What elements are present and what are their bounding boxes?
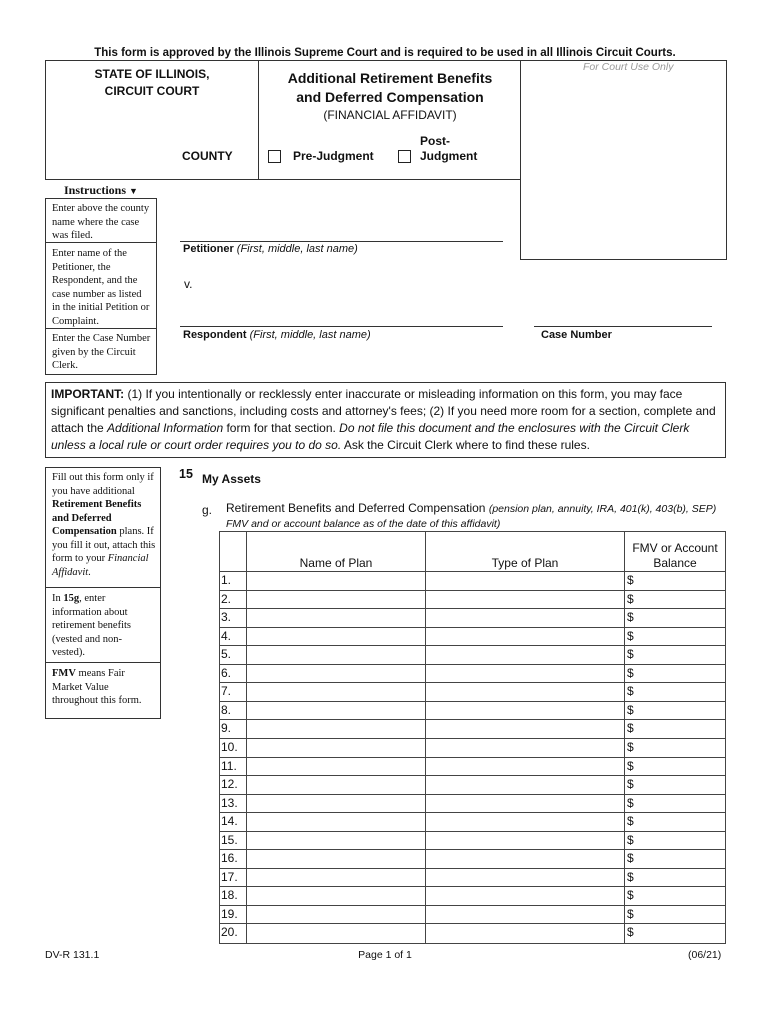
pre-judgment-checkbox[interactable] — [268, 150, 281, 163]
table-row-number: 14. — [221, 814, 238, 829]
approval-notice: This form is approved by the Illinois Supreme Court and is required to be used in all Illinois Circuit Courts. — [94, 47, 676, 59]
side-note-2b: 15g — [63, 593, 80, 604]
table-row-number: 18. — [221, 888, 238, 903]
important-notice — [45, 382, 726, 458]
section-title: My Assets — [202, 472, 261, 486]
instruction-county: Enter above the county name where the case was filed. — [52, 203, 150, 241]
plan-type-cell[interactable] — [427, 832, 623, 849]
plan-name-cell[interactable] — [248, 887, 424, 904]
table-row-number: 6. — [221, 665, 232, 680]
plan-balance-cell[interactable]: $ — [627, 647, 634, 662]
important-text-1: (1) If you intentionally or recklessly enter inaccurate or misleading information on this form, you may face significant penalties and sanctions, including costs and attorney's fees; (2) If you need more room for a section, complete and attach the — [51, 387, 716, 435]
side-notes-divider-2 — [45, 662, 161, 663]
case-number-label: Case Number — [541, 329, 612, 341]
plan-balance-cell[interactable]: $ — [627, 906, 634, 921]
plan-balance-cell[interactable]: $ — [627, 591, 634, 606]
plan-balance-cell[interactable]: $ — [627, 684, 634, 699]
plan-name-cell[interactable] — [248, 924, 424, 941]
plan-name-cell[interactable] — [248, 646, 424, 663]
plan-type-cell[interactable] — [427, 665, 623, 682]
plan-name-cell[interactable] — [248, 776, 424, 793]
side-note-1c: plans. If you fill it out, attach this form to your — [52, 526, 156, 564]
table-row-number: 12. — [221, 777, 238, 792]
side-note-1b: Retirement Benefits and Deferred Compensation — [52, 499, 142, 537]
col-header-name: Name of Plan — [299, 556, 373, 570]
plan-name-cell[interactable] — [248, 758, 424, 775]
important-text-3: form for that section. — [223, 421, 340, 435]
plan-name-cell[interactable] — [248, 795, 424, 812]
table-row-number: 9. — [221, 721, 232, 736]
form-title-line2: and Deferred Compensation — [296, 89, 484, 105]
post-judgment-label-line1: Post- — [420, 134, 450, 148]
side-note-15g — [52, 592, 152, 660]
table-row-number: 17. — [221, 869, 238, 884]
table-row-number: 13. — [221, 795, 238, 810]
petitioner-label: Petitioner — [183, 243, 234, 255]
form-subtitle: (FINANCIAL AFFIDAVIT) — [323, 108, 457, 122]
court-use-only: For Court Use Only — [583, 61, 674, 73]
plan-type-cell[interactable] — [427, 813, 623, 830]
table-row-number: 3. — [221, 610, 232, 625]
court-box-right-rule — [726, 60, 727, 260]
instruction-parties: Enter name of the Petitioner, the Respondent, and the case number as listed in the initial Petition or Complaint. — [52, 248, 150, 327]
plan-balance-cell[interactable]: $ — [627, 573, 634, 587]
county-label: COUNTY — [182, 149, 233, 163]
plan-name-cell[interactable] — [248, 832, 424, 849]
header-bottom-rule — [45, 179, 521, 180]
table-row-number: 16. — [221, 851, 238, 866]
plan-balance-cell[interactable]: $ — [627, 851, 634, 866]
plan-balance-cell[interactable]: $ — [627, 721, 634, 736]
plan-type-cell[interactable] — [427, 869, 623, 886]
table-row-number: 8. — [221, 702, 232, 717]
case-number-line — [534, 326, 712, 327]
court-label: CIRCUIT COURT — [104, 84, 200, 98]
form-id: DV-R 131.1 — [45, 949, 100, 961]
important-label: IMPORTANT: — [51, 387, 125, 401]
plan-balance-cell[interactable]: $ — [627, 628, 634, 643]
page-number: Page 1 of 1 — [358, 949, 412, 961]
side-note-3b: means Fair Market Value throughout this form. — [52, 668, 142, 706]
side-note-1d: Financial Affidavit — [52, 553, 149, 578]
court-box-bottom-rule — [520, 259, 727, 260]
county-name-input[interactable] — [60, 120, 230, 146]
plan-type-cell[interactable] — [427, 924, 623, 941]
instructions-divider-2 — [45, 328, 157, 329]
respondent-hint: (First, middle, last name) — [249, 329, 371, 341]
plan-balance-cell[interactable]: $ — [627, 925, 634, 940]
instructions-label: Instructions — [64, 183, 127, 197]
plan-balance-cell[interactable]: $ — [627, 665, 634, 680]
item-hint: (pension plan, annuity, IRA, 401(k), 403(b), SEP) — [488, 503, 717, 515]
plan-balance-cell[interactable]: $ — [627, 739, 634, 754]
plan-balance-cell[interactable]: $ — [627, 869, 634, 884]
pre-judgment-label: Pre-Judgment — [293, 149, 374, 163]
item-heading — [226, 501, 716, 515]
item-title: Retirement Benefits and Deferred Compensation — [226, 501, 486, 515]
plan-balance-cell[interactable]: $ — [627, 888, 634, 903]
form-title-line1: Additional Retirement Benefits — [287, 70, 493, 86]
plan-type-cell[interactable] — [427, 850, 623, 867]
important-text-2: Additional Information — [107, 421, 224, 435]
instructions-heading — [64, 183, 138, 198]
plan-name-cell[interactable] — [248, 850, 424, 867]
respondent-line — [180, 326, 503, 327]
table-row-number: 10. — [221, 739, 238, 754]
plan-name-cell[interactable] — [248, 628, 424, 645]
table-row-number: 20. — [221, 925, 238, 940]
side-note-2c: , enter information about retirement benefits (vested and non-vested). — [52, 593, 132, 658]
col-header-fmv-line2: Balance — [653, 556, 697, 570]
respondent-name-input[interactable] — [180, 300, 502, 324]
side-note-1e: . — [88, 566, 91, 578]
plan-name-cell[interactable] — [248, 739, 424, 756]
plan-name-cell[interactable] — [248, 702, 424, 719]
plan-name-cell[interactable] — [248, 720, 424, 737]
plan-type-cell[interactable] — [427, 609, 623, 626]
plan-balance-cell[interactable]: $ — [627, 610, 634, 625]
plan-type-cell[interactable] — [427, 795, 623, 812]
plan-type-cell[interactable] — [427, 758, 623, 775]
plan-type-cell[interactable] — [427, 887, 623, 904]
versus-label: v. — [184, 277, 193, 291]
respondent-caption — [183, 329, 371, 341]
plan-balance-cell[interactable]: $ — [627, 702, 634, 717]
plan-name-cell[interactable] — [248, 665, 424, 682]
plan-name-cell[interactable] — [248, 609, 424, 626]
instruction-case-number: Enter the Case Number given by the Circuit Clerk. — [52, 333, 151, 371]
table-row-number: 19. — [221, 906, 238, 921]
col-header-type: Type of Plan — [491, 556, 559, 570]
side-note-2a: In — [52, 593, 64, 604]
plan-type-cell[interactable] — [427, 702, 623, 719]
important-text-5: Ask the Circuit Clerk where to find these rules. — [341, 438, 590, 452]
table-row-number: 15. — [221, 832, 238, 847]
plan-type-cell[interactable] — [427, 572, 623, 589]
side-note-additional-plans — [52, 471, 156, 579]
side-note-1a: Fill out this form only if you have additional — [52, 472, 154, 497]
item-letter: g. — [202, 503, 213, 517]
table-row-number: 4. — [221, 628, 232, 643]
plan-name-cell[interactable] — [248, 572, 424, 589]
table-row-number: 1. — [221, 573, 232, 587]
important-text-4: Do not file this document and the enclosures with the Circuit Clerk unless a local rule or court order requires you to do so. — [51, 421, 690, 452]
post-judgment-checkbox[interactable] — [398, 150, 411, 163]
petitioner-line — [180, 241, 503, 242]
state-label: STATE OF ILLINOIS, — [94, 67, 210, 81]
plan-balance-cell[interactable]: $ — [627, 777, 634, 792]
plan-balance-cell[interactable]: $ — [627, 795, 634, 810]
table-row-number: 5. — [221, 647, 232, 662]
section-number: 15 — [179, 467, 193, 481]
table-row-number: 2. — [221, 591, 232, 606]
form-revision: (06/21) — [688, 949, 722, 961]
caret-down-icon: ▼ — [129, 186, 138, 196]
fmv-note: FMV and or account balance as of the date of this affidavit) — [226, 518, 501, 530]
plan-balance-cell[interactable]: $ — [627, 814, 634, 829]
table-row-number: 7. — [221, 684, 232, 699]
case-number-input[interactable] — [534, 300, 712, 324]
plan-type-cell[interactable] — [427, 683, 623, 700]
petitioner-name-input[interactable] — [180, 215, 502, 239]
side-notes-divider-1 — [45, 587, 161, 588]
plan-type-cell[interactable] — [427, 720, 623, 737]
plan-type-cell[interactable] — [427, 646, 623, 663]
plan-type-cell[interactable] — [427, 776, 623, 793]
plan-balance-cell[interactable]: $ — [627, 832, 634, 847]
table-row-number: 11. — [221, 758, 237, 773]
plan-balance-cell[interactable]: $ — [627, 758, 634, 773]
plan-name-cell[interactable] — [248, 683, 424, 700]
plan-type-cell[interactable] — [427, 591, 623, 608]
petitioner-hint: (First, middle, last name) — [236, 243, 358, 255]
petitioner-caption — [183, 243, 358, 255]
col-header-fmv-line1: FMV or Account — [632, 541, 718, 555]
side-note-3a: FMV — [52, 668, 76, 679]
side-note-fmv — [52, 667, 152, 708]
post-judgment-label-line2: Judgment — [420, 149, 478, 163]
plan-name-cell[interactable] — [248, 813, 424, 830]
plan-type-cell[interactable] — [427, 628, 623, 645]
plan-name-cell[interactable] — [248, 869, 424, 886]
plan-type-cell[interactable] — [427, 906, 623, 923]
respondent-label: Respondent — [183, 329, 247, 341]
plan-name-cell[interactable] — [248, 906, 424, 923]
plan-type-cell[interactable] — [427, 739, 623, 756]
plan-name-cell[interactable] — [248, 591, 424, 608]
